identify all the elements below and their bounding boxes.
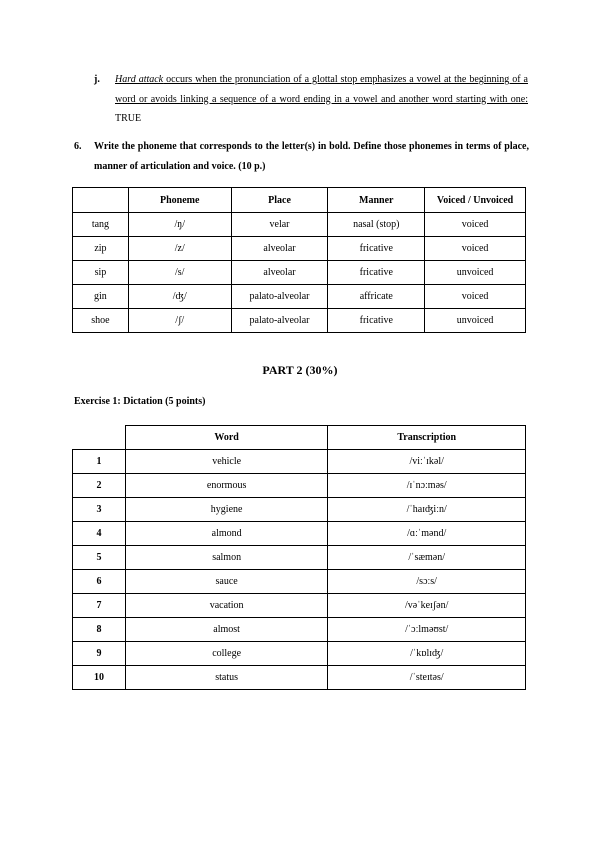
transcription-cell: /sɔːs/ — [328, 570, 526, 594]
voice-cell: voiced — [425, 213, 526, 237]
table-row — [73, 309, 526, 333]
table-row — [73, 261, 526, 285]
row-number: 2 — [73, 474, 126, 498]
place-cell: alveolar — [231, 237, 328, 261]
manner-cell: fricative — [328, 309, 425, 333]
voice-cell: voiced — [425, 237, 526, 261]
transcription-cell: /vəˈkeɪʃən/ — [328, 594, 526, 618]
table-row — [73, 522, 526, 546]
row-number: 7 — [73, 594, 126, 618]
word-cell: hygiene — [125, 498, 328, 522]
transcription-cell: /ˈsæmən/ — [328, 546, 526, 570]
header-cell: Manner — [328, 188, 425, 213]
transcription-cell: /ˈɔːlməʊst/ — [328, 618, 526, 642]
phoneme-cell: /ŋ/ — [128, 213, 231, 237]
place-cell: palato-alveolar — [231, 309, 328, 333]
term-hard-attack: Hard attack — [115, 74, 164, 85]
table-header-row — [73, 188, 526, 213]
word-cell: status — [125, 666, 328, 690]
word-cell: vehicle — [125, 450, 328, 474]
phoneme-cell: /s/ — [128, 261, 231, 285]
item-letter: j. — [94, 74, 100, 85]
row-number: 4 — [73, 522, 126, 546]
transcription-cell: /ɪˈnɔːməs/ — [328, 474, 526, 498]
word-cell: almost — [125, 618, 328, 642]
phoneme-cell: /ʃ/ — [128, 309, 231, 333]
row-number: 5 — [73, 546, 126, 570]
word-cell: sauce — [125, 570, 328, 594]
transcription-cell: /ˈkɒlɪʤ/ — [328, 642, 526, 666]
question-text: Write the phoneme that corresponds to the letter(s) in bold. Define those phonemes in terms of place, manner of articulation and voice. (10 p.) — [94, 141, 529, 172]
table-row — [73, 594, 526, 618]
row-number: 9 — [73, 642, 126, 666]
phoneme-table — [72, 187, 526, 333]
place-cell: alveolar — [231, 261, 328, 285]
empty-header-cell — [73, 426, 126, 450]
word-cell: salmon — [125, 546, 328, 570]
item-j-text — [115, 70, 528, 129]
table-row — [73, 450, 526, 474]
voice-cell: unvoiced — [425, 261, 526, 285]
row-number: 1 — [73, 450, 126, 474]
word-cell: shoe — [73, 309, 129, 333]
table-row — [73, 546, 526, 570]
header-cell: Voiced / Unvoiced — [425, 188, 526, 213]
table-row — [73, 570, 526, 594]
row-number: 8 — [73, 618, 126, 642]
dictation-table — [72, 425, 526, 690]
table-row — [73, 498, 526, 522]
table-row — [73, 213, 526, 237]
phoneme-cell: /ʤ/ — [128, 285, 231, 309]
part-2-heading: PART 2 (30%) — [262, 363, 338, 377]
table-row — [73, 642, 526, 666]
word-cell: almond — [125, 522, 328, 546]
item-j-answer: TRUE — [115, 113, 142, 124]
manner-cell: fricative — [328, 261, 425, 285]
word-cell: enormous — [125, 474, 328, 498]
question-number: 6. — [74, 141, 82, 152]
transcription-cell: /ˈsteɪtəs/ — [328, 666, 526, 690]
manner-cell: affricate — [328, 285, 425, 309]
header-cell: Word — [125, 426, 328, 450]
word-cell: tang — [73, 213, 129, 237]
table-row — [73, 237, 526, 261]
phoneme-cell: /z/ — [128, 237, 231, 261]
table-row — [73, 474, 526, 498]
word-cell: sip — [73, 261, 129, 285]
manner-cell: nasal (stop) — [328, 213, 425, 237]
transcription-cell: /ɑːˈmənd/ — [328, 522, 526, 546]
place-cell: velar — [231, 213, 328, 237]
transcription-cell: /ˈhaɪʤiːn/ — [328, 498, 526, 522]
item-j-statement: occurs when the pronunciation of a glottal stop emphasizes a vowel at the beginning of a word or avoids linking a sequence of a word ending in a vowel and another word starting with one: — [115, 74, 528, 105]
manner-cell: fricative — [328, 237, 425, 261]
header-cell: Place — [231, 188, 328, 213]
table-header-row — [73, 426, 526, 450]
table-row — [73, 666, 526, 690]
word-cell: gin — [73, 285, 129, 309]
voice-cell: voiced — [425, 285, 526, 309]
header-cell — [73, 188, 129, 213]
place-cell: palato-alveolar — [231, 285, 328, 309]
header-cell: Transcription — [328, 426, 526, 450]
word-cell: zip — [73, 237, 129, 261]
transcription-cell: /viːˈɪkəl/ — [328, 450, 526, 474]
voice-cell: unvoiced — [425, 309, 526, 333]
row-number: 10 — [73, 666, 126, 690]
row-number: 6 — [73, 570, 126, 594]
table-row — [73, 618, 526, 642]
word-cell: vacation — [125, 594, 328, 618]
header-cell: Phoneme — [128, 188, 231, 213]
row-number: 3 — [73, 498, 126, 522]
table-row — [73, 285, 526, 309]
word-cell: college — [125, 642, 328, 666]
exercise-1-heading: Exercise 1: Dictation (5 points) — [74, 396, 206, 407]
